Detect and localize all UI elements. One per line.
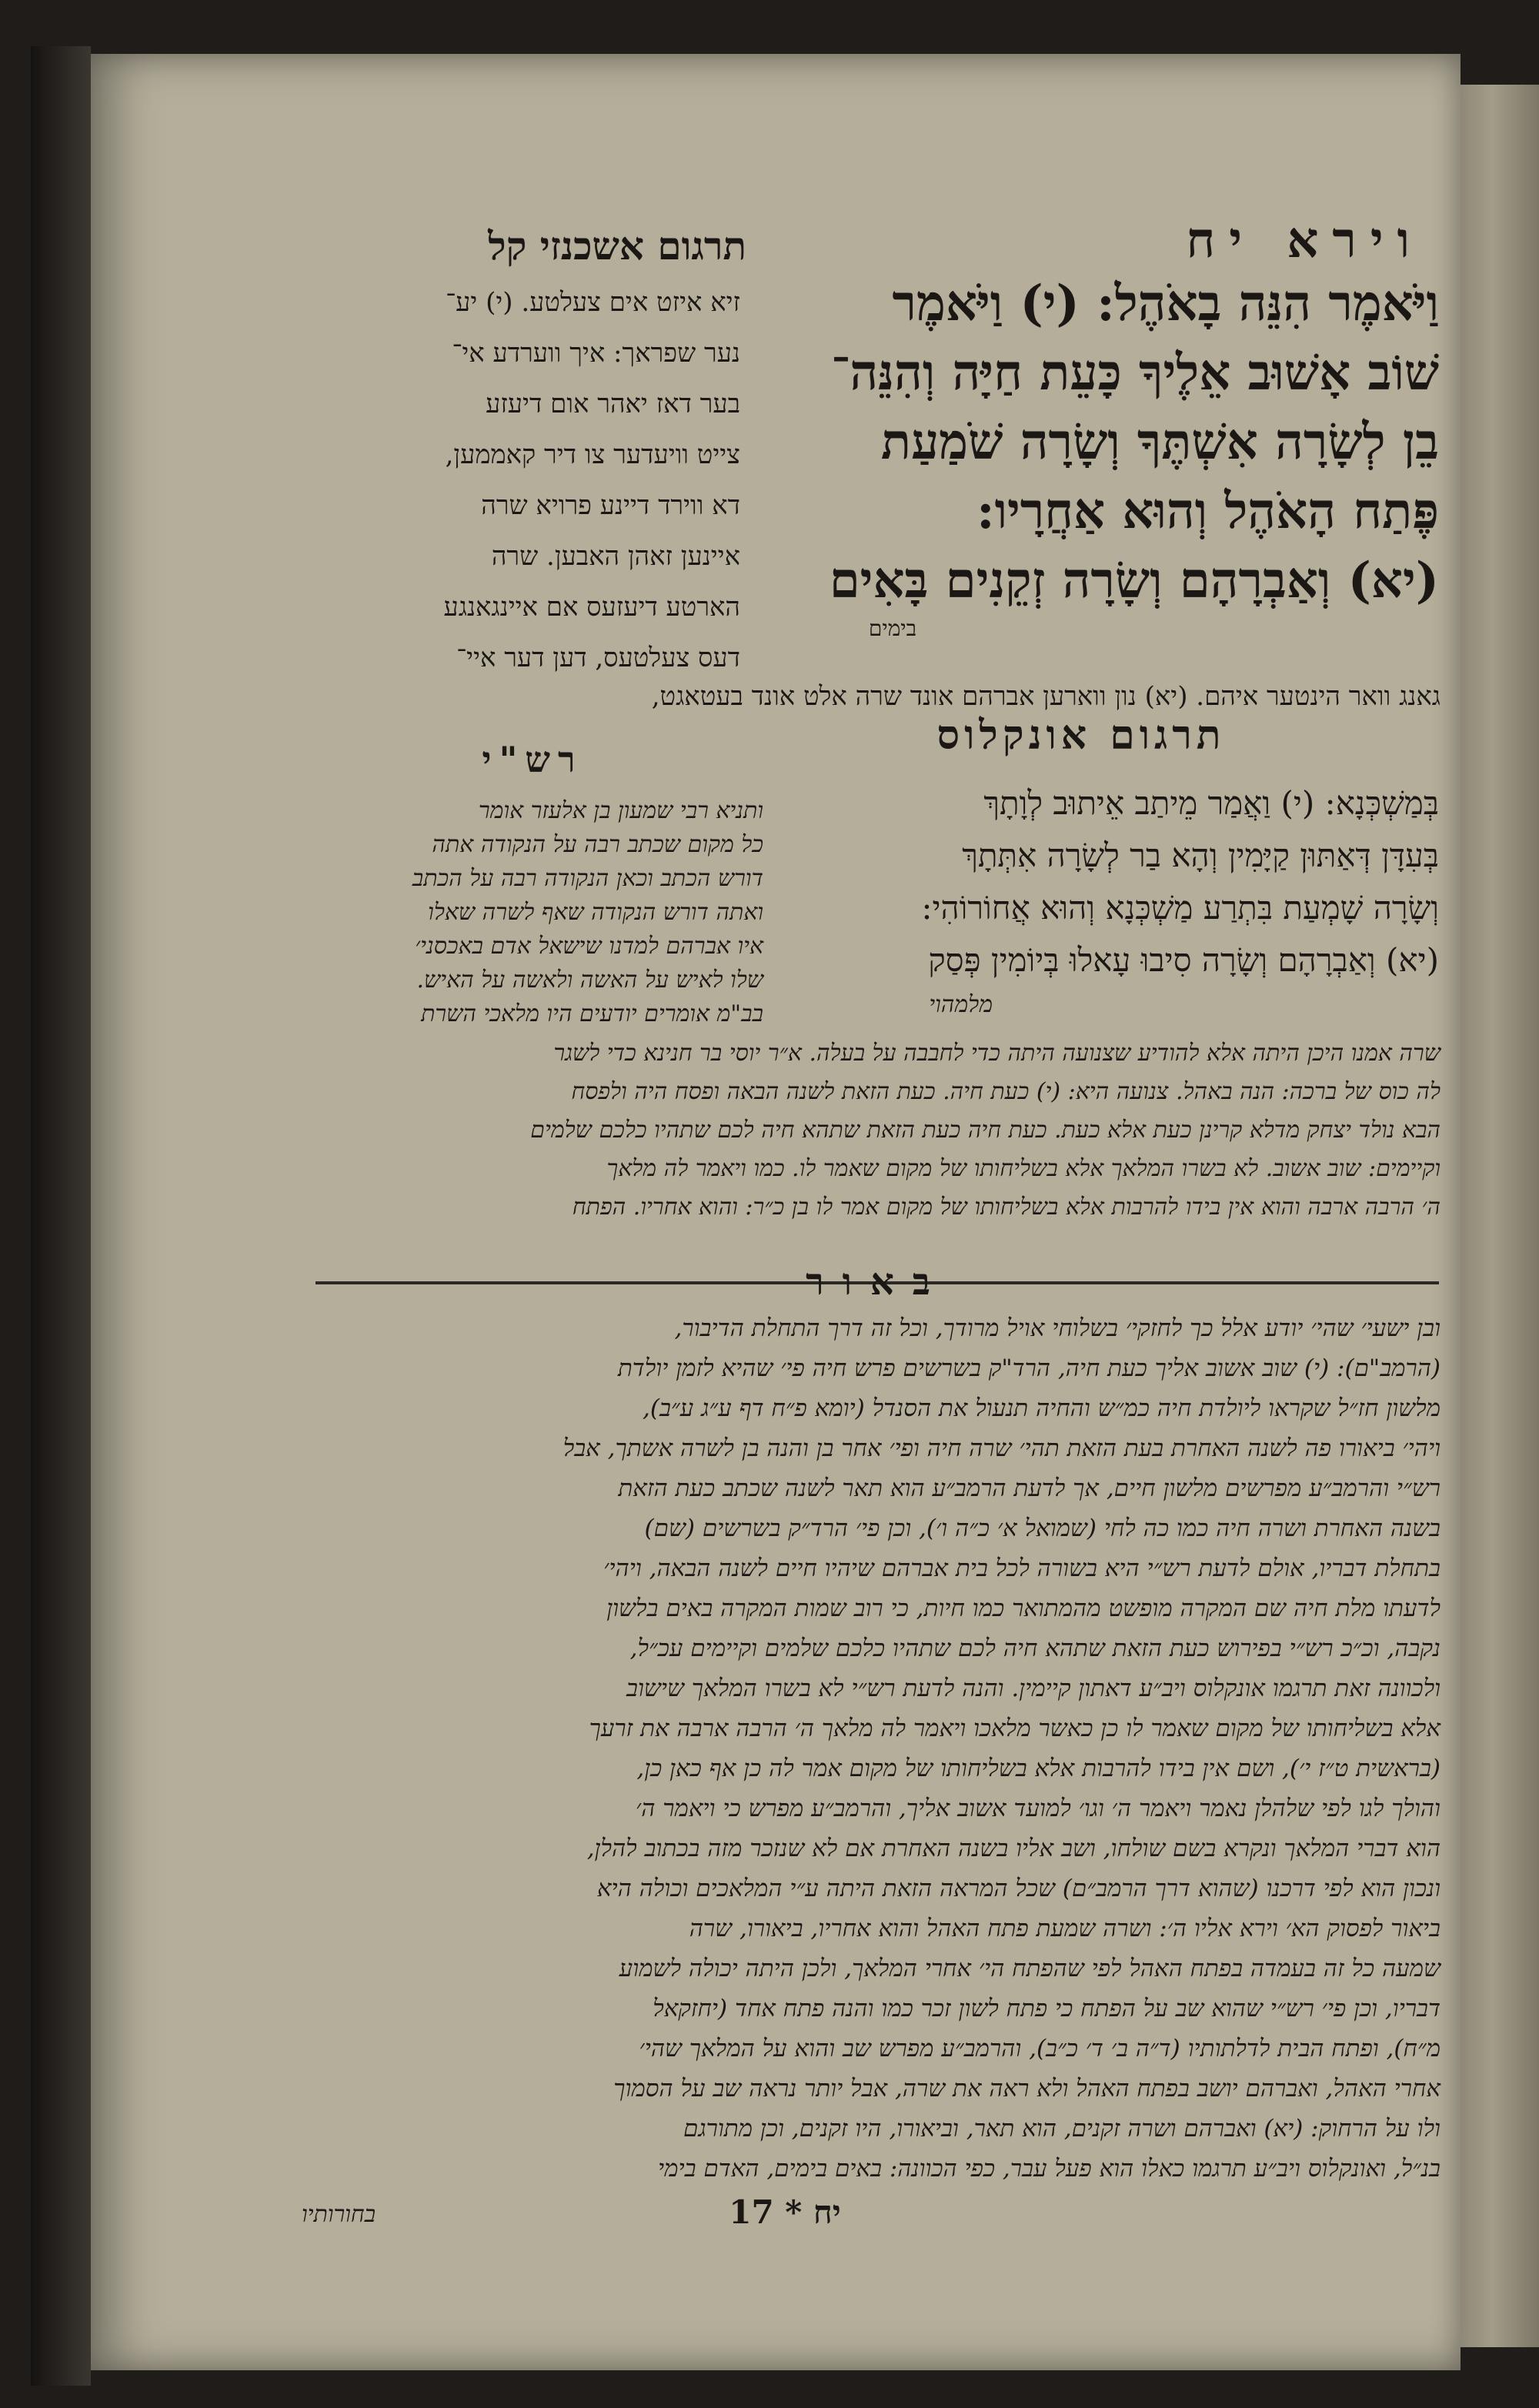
biur-line: לדעתו מלת חיה שם המקרה מופשט מהמתואר כמו חיות, כי רוב שמות המקרה באים בלשון bbox=[606, 1595, 1441, 1622]
verse-tail-word: בימים bbox=[868, 616, 917, 641]
biur-line: בתחלת דבריו, אולם לדעת רש״י היא בשורה לכל בית אברהם שיהיו חיים לשנה הבאה, ויהי׳ bbox=[603, 1555, 1441, 1582]
verse-line: פֶּתַח הָאֹהֶל וְהוּא אַחֲרָיו: bbox=[976, 483, 1439, 540]
biur-line: הוא דברי המלאך ונקרא בשם שולחו, ושב אליו בשנה האחרת אם לא שנזכר מזה בכתוב להלן, bbox=[586, 1835, 1441, 1862]
biur-line: מלשון חז״ל שקראו ליולדת חיה כמ״ש והחיה תנעול את הסנדל (יומא פ״ח דף ע״ג ע״ב), bbox=[643, 1394, 1441, 1422]
biur-line: בנ״ל, ואונקלוס ויב״ע תרגמו כאלו הוא פעל עבר, כפי הכוונה: באים בימים, האדם בימי bbox=[657, 2155, 1441, 2183]
biur-header: באור bbox=[806, 1261, 949, 1304]
verse-line: בֵן לְשָׂרָה אִשְׁתֶּךָ וְשָׂרָה שֹׁמַעַת bbox=[880, 413, 1439, 471]
biur-line: בשנה האחרת ושרה חיה כמו כה לחי (שמואל א׳ כ״ה ו׳), וכן פי׳ הרד״ק בשרשים (שם) bbox=[644, 1515, 1441, 1542]
onkelos-line: וְשָׂרָה שָׁמְעַת בִּתְרַע מַשְׁכְּנָא וְהוּא אֲחוֹרוֹהִי: bbox=[921, 889, 1439, 927]
book-spine bbox=[31, 46, 91, 2386]
rashi-line: דורש הכתב וכאן הנקודה רבה על הכתב bbox=[412, 865, 763, 892]
rashi-full-line: ה׳ הרבה ארבה והוא אין בידו להרבות אלא בשליחותו של מקום אמר לו בן כ״ר: והוא אחריו. הפתח bbox=[572, 1194, 1441, 1221]
ashk-line: צייט וויעדער צו דיר קאממען, bbox=[445, 439, 740, 470]
biur-line: אלא בשליחותו של מקום שאמר לו כן כאשר מלאכו ויאמר לה מלאך ה׳ הרבה ארבה את זרעך bbox=[589, 1715, 1441, 1742]
rashi-full-line: וקיימים: שוב אשוב. לא בשרו המלאך אלא בשליחותו של מקום שאמר לו. כמו ויאמר לה מלאך bbox=[606, 1155, 1441, 1182]
catchword: בחורותיו bbox=[302, 2201, 376, 2228]
ashk-line: דעס צעלטעס, דען דער איי־ bbox=[456, 643, 740, 673]
biur-line: ויהי׳ ביאורו פה לשנה האחרת בעת הזאת תהי׳ שרה חיה ופי׳ אחר בן והנה בן לשרה אשתך, אבל bbox=[563, 1434, 1441, 1462]
rashi-full-line: שרה אמנו היכן היתה אלא להודיע שצנועה היתה כדי לחבבה על בעלה. א״ר יוסי בר חנינא כדי לשגר bbox=[553, 1040, 1441, 1067]
onkelos-tail-word: מלמהוי bbox=[929, 991, 993, 1018]
biur-line: ונכון הוא לפי דרכנו (שהוא דרך הרמב״ם) שכל המראה הזאת היתה ע״י המלאכים וכולה היא bbox=[596, 1875, 1441, 1902]
biur-line: (בראשית ט״ז י׳), ושם אין בידו להרבות אלא בשליחותו של מקום אמר לה כן אף כאן כן, bbox=[636, 1755, 1441, 1782]
onkelos-header: תרגום אונקלוס bbox=[936, 712, 1226, 759]
ashk-line: נער שפראך: איך ווערדע אי־ bbox=[452, 338, 740, 369]
ashk-line: זיא איזט אים צעלטע. (י) יע־ bbox=[446, 287, 740, 318]
rashi-line: שלו לאיש על האשה ולאשה על האיש. bbox=[416, 967, 763, 994]
ashk-line: איינען זאהן האבען. שרה bbox=[491, 541, 740, 572]
verse-line: (יא) וְאַבְרָהָם וְשָׂרָה זְקֵנִים בָּאִים bbox=[829, 552, 1439, 610]
onkelos-line: בְּעִדָּן דְּאַתּוּן קַיָּמִין וְהָא בַר לְשָׂרָה אִתְּתָךְ bbox=[962, 837, 1439, 874]
ashk-line: הארטע דיעזעס אם איינגאנגע bbox=[443, 592, 740, 623]
parsha-header: וירא יח bbox=[1186, 212, 1424, 269]
ashk-line: דא ווירד דיינע פרויא שרה bbox=[481, 490, 740, 521]
rashi-full-line: הבא נולד יצחק מדלא קרינן כעת אלא כעת. כעת חיה כעת הזאת שתהא חיה לכם שתהיו כלכם שלמים bbox=[530, 1117, 1441, 1144]
page-edges bbox=[1461, 85, 1539, 2347]
ashk-line: בער דאז יאהר אום דיעזע bbox=[486, 389, 740, 419]
ashkenazi-translation-header: תרגום אשכנזי קל bbox=[488, 223, 746, 269]
rashi-line: ותניא רבי שמעון בן אלעזר אומר bbox=[478, 797, 763, 824]
onkelos-line: בְּמַשְׁכְּנָא: (י) וַאֲמַר מֵיתַב אֵיתוּב לְוָתָךְ bbox=[983, 784, 1439, 822]
rashi-line: כל מקום שכתב רבה על הנקודה אתה bbox=[432, 831, 763, 858]
biur-line: אחרי האהל, ואברהם יושב בפתח האהל ולא ראה את שרה, אבל יותר נראה שב על הסמוך bbox=[613, 2075, 1441, 2102]
biur-line: דבריו, וכן פי׳ רש״י שהוא שב על הפתח כי פתח לשון זכר כמו והנה פתח אחד (יחזקאל bbox=[653, 1995, 1441, 2022]
verse-line: וַיֹּאמֶר הִנֵּה בָאֹהֶל: (י) וַיֹּאמֶר bbox=[892, 275, 1439, 332]
biur-line: נקבה, וכ״כ רש״י בפירוש כעת הזאת שתהא חיה לכם שתהיו כלכם שלמים וקיימים עכ״ל, bbox=[629, 1635, 1441, 1662]
biur-line: ביאור לפסוק הא׳ וירא אליו ה׳: ושרה שמעת פתח האהל והוא אחריו, ביאורו, שרה bbox=[689, 1915, 1441, 1942]
rashi-header: רש"י bbox=[482, 739, 583, 780]
biur-line: רש״י והרמב״ע מפרשים מלשון חיים, אך לדעת הרמב״ע הוא תאר לשנה שכתב כעת הזאת bbox=[618, 1475, 1441, 1502]
biur-line: ולו על הרחוק: (יא) ואברהם ושרה זקנים, הוא תאר, וביאורו, היו זקנים, וכן מתורגם bbox=[683, 2115, 1441, 2142]
rashi-line: איו אברהם למדנו שישאל אדם באכסני׳ bbox=[415, 933, 763, 960]
biur-line: (הרמב"ם): (י) שוב אשוב אליך כעת חיה, הרד"ק בשרשים פרש חיה פי׳ שהיא לזמן יולדת bbox=[617, 1354, 1441, 1382]
ashk-full-line: גאנג וואר הינטער איהם. (יא) נון ווארען אברהם אונד שרה אלט אונד בעטאגט, bbox=[651, 681, 1441, 712]
verse-line: שׁוֹב אָשׁוּב אֵלֶיךָ כָּעֵת חַיָּה וְהִנֵּה־ bbox=[830, 344, 1439, 402]
biur-line: ולכוונה זאת תרגמו אונקלוס ויב״ע דאתון קיימין. והנה לדעת רש״י לא בשרו המלאך שישוב bbox=[626, 1675, 1441, 1702]
signature-mark: יח * 17 bbox=[729, 2193, 841, 2231]
rashi-line: בב"מ אומרים יודעים היו מלאכי השרת bbox=[421, 1000, 763, 1027]
onkelos-line: (יא) וְאַבְרָהָם וְשָׂרָה סִיבוּ עָאלוּ בְּיוֹמִין פְּסַק bbox=[928, 941, 1439, 979]
rashi-line: ואתה דורש הנקודה שאף לשרה שאלו bbox=[428, 899, 763, 926]
biur-line: מ״ח), ופתח הבית לדלתותיו (ד״ה ב׳ ד׳ כ״ב), והרמב״ע מפרש שב והוא על המלאך שהי׳ bbox=[639, 2035, 1441, 2062]
biur-line: ובן ישעי׳ שהי׳ יודע אלל כך לחזקי׳ בשלוחי אויל מרודך, וכל זה דרך התחלת הדיבור, bbox=[674, 1314, 1441, 1342]
biur-line: שמעה כל זה בעמדה בפתח האהל לפי שהפתח הי׳ אחרי המלאך, ולכן היתה יכולה לשמוע bbox=[619, 1955, 1441, 1982]
rashi-full-line: לה כוס של ברכה: הנה באהל. צנועה היא: (י) כעת חיה. כעת הזאת לשנה הבאה ופסח היה ולפסח bbox=[571, 1078, 1441, 1105]
biur-line: והולך לגו לפי שלהלן נאמר ויאמר ה׳ וגו׳ למועד אשוב אליך, והרמב״ע מפרש כי ויאמר ה׳ bbox=[636, 1795, 1441, 1822]
